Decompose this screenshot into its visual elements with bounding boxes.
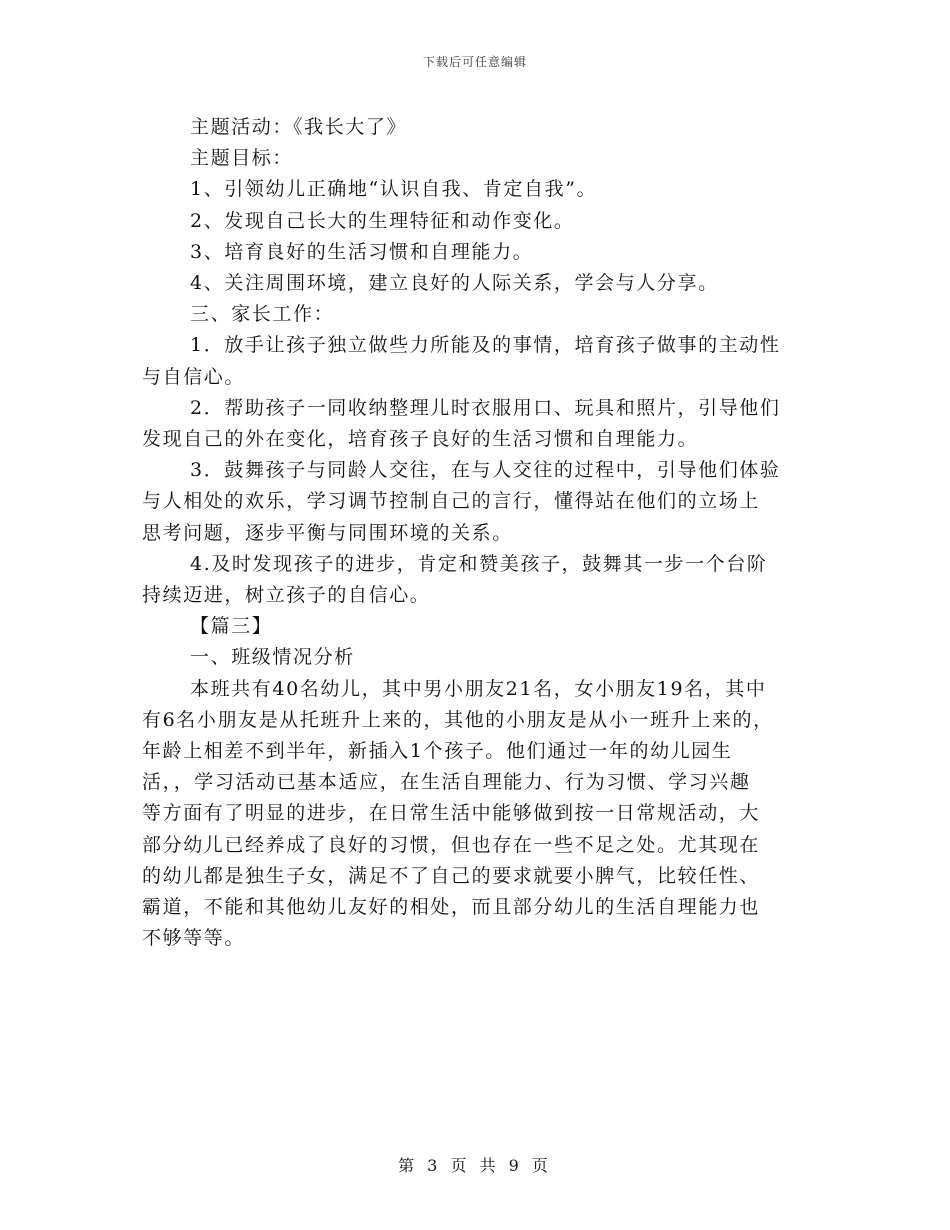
parent-work-3-line-2: 与人相处的欢乐，学习调节控制自己的言行，懂得站在他们的立场上 [142,490,761,513]
theme-activity-line: 主题活动：《我长大了》 [190,116,408,138]
theme-goal-heading: 主题目标： [190,147,294,170]
section-heading-part-three: 【篇三】 [190,615,273,638]
class-analysis-line-1: 本班共有40名幼儿，其中男小朋友21名，女小朋友19名，其中 [190,677,767,700]
class-analysis-line-9: 不够等等。 [142,927,246,950]
parent-work-4-line-2: 持续迈进，树立孩子的自信心。 [142,584,431,607]
class-analysis-line-6: 部分幼儿已经养成了良好的习惯，但也存在一些不足之处。尤其现在 [142,833,761,856]
parent-work-3-line-1: 3．鼓舞孩子与同龄人交往，在与人交往的过程中，引导他们体验 [190,459,781,482]
class-analysis-line-3: 年龄上相差不到半年，新插入1个孩子。他们通过一年的幼儿园生 [142,740,733,763]
parent-work-heading: 三、家长工作： [190,303,335,326]
goal-item-4: 4、关注周围环境，建立良好的人际关系，学会与人分享。 [190,272,719,295]
document-body [142,112,812,954]
parent-work-4-line-1: 4.及时发现孩子的进步，肯定和赞美孩子，鼓舞其一步一个台阶 [190,552,768,575]
parent-work-1-line-2: 与自信心。 [142,365,246,388]
class-analysis-line-4: 活，，学习活动已基本适应，在生活自理能力、行为习惯、学习兴趣 [142,771,751,794]
class-analysis-heading: 一、班级情况分析 [190,646,355,669]
class-analysis-line-8: 霸道，不能和其他幼儿友好的相处，而且部分幼儿的生活自理能力也 [142,896,761,919]
parent-work-2-line-1: 2．帮助孩子一同收纳整理儿时衣服用口、玩具和照片，引导他们 [190,396,781,419]
parent-work-1-line-1: 1．放手让孩子独立做些力所能及的事情，培育孩子做事的主动性 [190,334,781,357]
header-note: 下载后可任意编辑 [422,55,527,69]
class-analysis-line-7: 的幼儿都是独生子女，满足不了自己的要求就要小脾气，比较任性、 [142,864,761,887]
parent-work-2-line-2: 发现自己的外在变化，培育孩子良好的生活习惯和自理能力。 [142,428,699,451]
parent-work-3-line-3: 思考问题，逐步平衡与同围环境的关系。 [142,521,513,544]
class-analysis-line-2: 有6名小朋友是从托班升上来的，其他的小朋友是从小一班升上来的， [142,708,774,731]
goal-item-3: 3、培育良好的生活习惯和自理能力。 [190,240,534,263]
goal-item-2: 2、发现自己长大的生理特征和动作变化。 [190,209,575,232]
page-number: 第 3 页 共 9 页 [398,1156,552,1175]
class-analysis-line-5: 等方面有了明显的进步，在日常生活中能够做到按一日常规活动，大 [142,802,761,825]
goal-item-1: 1、引领幼儿正确地“认识自我、肯定自我”。 [190,178,598,201]
